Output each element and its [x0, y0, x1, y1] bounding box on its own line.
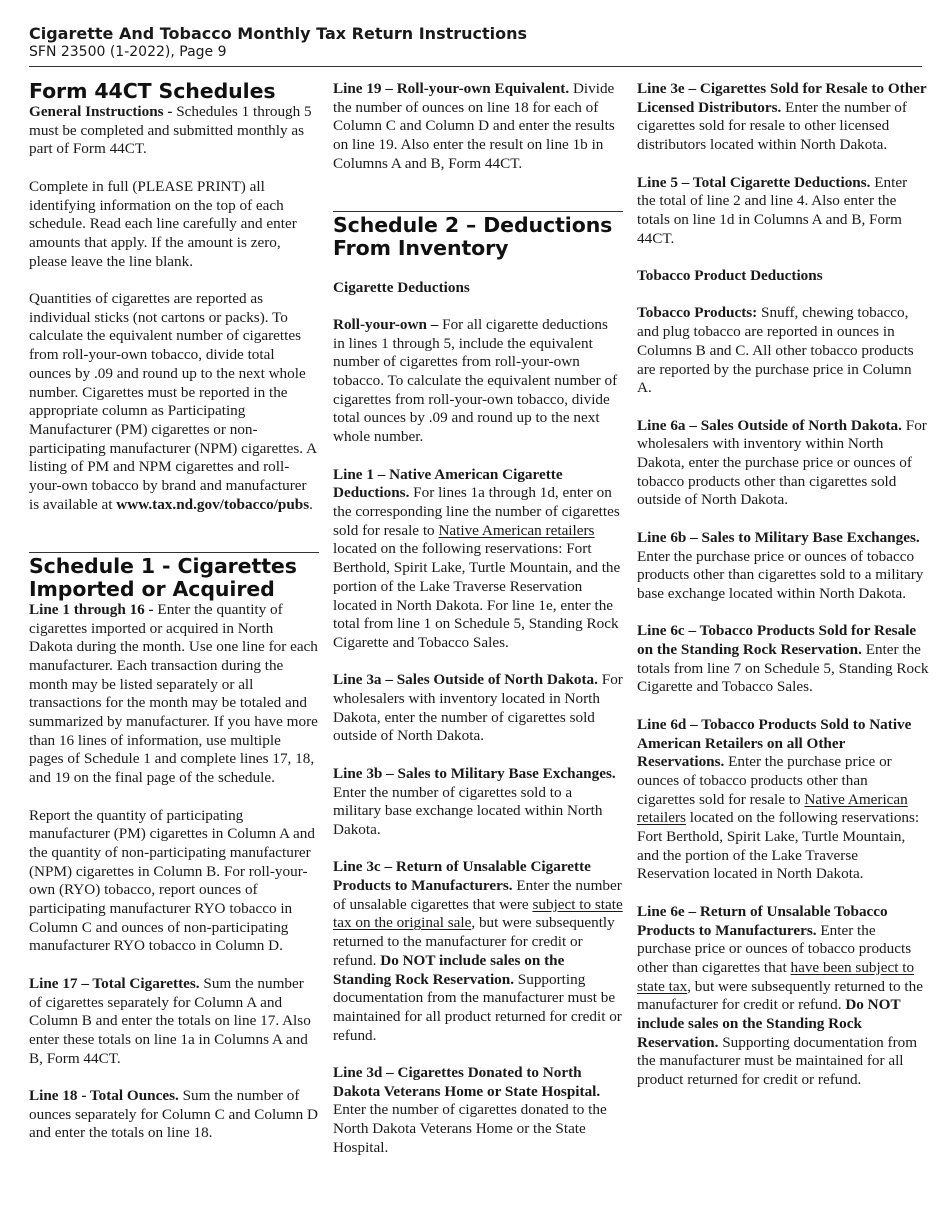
line-6a-paragraph: [637, 417, 929, 511]
document-subtitle: SFN 23500 (1-2022), Page 9: [29, 44, 227, 60]
subject-to-state-tax-term: subject to state tax on the original sale: [333, 895, 623, 932]
line-3c-paragraph: [333, 858, 623, 1045]
quantities-paragraph: [29, 290, 319, 514]
line-3a-text: For wholesalers with inventory located in North Dakota, enter the number of cigarettes sold outside of North Dakota.: [333, 671, 623, 745]
line-6e-lead: Line 6e – Return of Unsalable Tobacco Products to Manufacturers.: [637, 902, 888, 939]
line-6c-lead: Line 6c – Tobacco Products Sold for Resale on the Standing Rock Reservation.: [637, 622, 917, 658]
line-18-paragraph: [29, 1087, 319, 1143]
line-6d-text-b: located on the following reservations: Fort Berthold, Spirit Lake, Turtle Mountain, and the portion of the Lake Traverse Reservation located in North Dakota.: [637, 809, 920, 883]
line-3e-paragraph: [637, 80, 929, 155]
line-5-paragraph: [637, 174, 929, 249]
line-19-text: Divide the number of ounces on line 18 for each of Column C and Column D and enter the results on line 19. Also enter the result on line 1b in Columns A and B, Form 44CT.: [333, 80, 615, 172]
line-3c-text-c: Supporting documentation from the manufacturer must be maintained for all product returned for credit or refund.: [333, 970, 622, 1044]
line-6c-paragraph: [637, 622, 929, 697]
roll-your-own-text: For all cigarette deductions in lines 1 through 5, include the equivalent number of cigarettes from roll-your-own tobacco. To calculate the equivalent number of cigarettes from roll-your-own tobacco, divide total ounces by .09 and round up to the next whole number.: [333, 315, 618, 446]
line-5-text: Enter the total of line 2 and line 4. Also enter the totals on line 1d in Columns A and B, Form 44CT.: [637, 173, 908, 247]
line-6e-text-a: Enter the purchase price or ounces of tobacco products other than cigarettes that: [637, 921, 912, 976]
line-3a-paragraph: [333, 671, 623, 746]
line-3e-lead: Line 3e – Cigarettes Sold for Resale to Other Licensed Distributors.: [637, 80, 927, 116]
line-3d-paragraph: [333, 1064, 623, 1158]
quantities-text: Quantities of cigarettes are reported as individual sticks (not cartons or packs). To calculate the equivalent number of cigarettes from roll-your-own tobacco, divide total ounces by .09 and round up to the next whole number. Cigarettes must be reported in the appropriate column as Participating Manufacturer (PM) cigarettes or non-participating manufacturer (NPM) cigarettes. A listing of PM and NPM cigarettes and roll-your-own tobacco by brand and manufacturer is available at: [29, 290, 317, 513]
tobacco-pubs-url: www.tax.nd.gov/tobacco/pubs: [116, 495, 310, 513]
line-18-lead: Line 18 - Total Ounces.: [29, 1087, 179, 1105]
general-instructions-text: Schedules 1 through 5 must be completed and submitted monthly as part of Form 44CT.: [29, 103, 312, 158]
header-divider: [29, 66, 922, 67]
line-6e-text-b: , but were subsequently returned to the manufacturer for credit or refund.: [637, 977, 923, 1014]
line-6e-text-c: Supporting documentation from the manufacturer must be maintained for all product returned for credit or refund.: [637, 1033, 918, 1089]
line-3d-text: Enter the number of cigarettes donated to the North Dakota Veterans Home or the State Hospital.: [333, 1101, 607, 1156]
line-18-text: Sum the number of ounces separately for Column C and Column D and enter the totals on line 18.: [29, 1087, 318, 1142]
line-1-paragraph: [333, 466, 623, 653]
column-2: [333, 80, 623, 1176]
subject-to-state-tax-term: have been subject to state tax: [637, 958, 915, 995]
line-3b-paragraph: [333, 765, 623, 840]
line-6d-lead: Line 6d – Tobacco Products Sold to Native American Retailers on all Other Reservations.: [637, 715, 912, 771]
line-3e-text: Enter the number of cigarettes sold for resale to other licensed distributors located within North Dakota.: [637, 98, 907, 154]
roll-your-own-paragraph: [333, 316, 623, 447]
native-american-retailers-term: Native American retailers: [438, 521, 595, 539]
line-6b-paragraph: [637, 529, 929, 604]
line-3c-lead: Line 3c – Return of Unsalable Cigarette Products to Manufacturers.: [333, 858, 591, 894]
line-6d-text-a: Enter the purchase price or ounces of tobacco products other than cigarettes sold for resale to: [637, 753, 892, 808]
print-instructions: Complete in full (PLEASE PRINT) all identifying information on the top of each schedule. Read each line carefully and enter amounts that apply. If the amount is zero, please leave the line blank.: [29, 177, 297, 270]
line-1-16-lead: Line 1 through 16 -: [29, 600, 158, 618]
spacer: [333, 192, 623, 211]
general-instructions: [29, 103, 319, 159]
line-17-lead: Line 17 – Total Cigarettes.: [29, 974, 200, 992]
spacer: [29, 533, 319, 552]
line-19-lead: Line 19 – Roll-your-own Equivalent.: [333, 80, 570, 97]
line-6a-lead: Line 6a – Sales Outside of North Dakota.: [637, 416, 902, 434]
tobacco-products-paragraph: [637, 304, 929, 398]
quantities-end: .: [309, 495, 313, 513]
line-3a-lead: Line 3a – Sales Outside of North Dakota.: [333, 671, 598, 689]
line-6a-text: For wholesalers with inventory within North Dakota, enter the purchase price or ounces of tobacco products other than cigarettes sold outside of North Dakota.: [637, 416, 927, 509]
line-1-text-b: located on the following reservations: Fort Berthold, Spirit Lake, Turtle Mountain, and the portion of the Lake Traverse Reservation located in North Dakota. For line 1e, enter the total from line 1 on Schedule 5, Standing Rock Cigarette and Tobacco Sales.: [333, 540, 621, 651]
line-3c-text-b: , but were subsequently returned to the manufacturer for credit or refund.: [333, 914, 615, 969]
line-6d-paragraph: [637, 716, 929, 884]
line-1-16-text: Enter the quantity of cigarettes imported or acquired in North Dakota during the month. Use one line for each manufacturer. Each transaction during the month may be listed separately or all transactions for the month may be totaled and summarized by manufacturer. If you have more than 16 lines of information, use multiple pages of Schedule 1 and complete lines 17, 18, and 19 on the final page of the schedule.: [29, 600, 318, 787]
schedule-2-heading: Schedule 2 – Deductions From Inventory: [333, 211, 623, 260]
line-3c-text-a: Enter the number of unsalable cigarettes that were: [333, 877, 622, 913]
page-header: [29, 24, 924, 61]
column-1: [29, 80, 319, 1162]
line-1-text-a: For lines 1a through 1d, enter on the corresponding line the number of cigarettes sold for resale to: [333, 484, 620, 539]
native-american-retailers-term: Native American retailers: [637, 790, 908, 827]
line-6b-lead: Line 6b – Sales to Military Base Exchanges.: [637, 528, 920, 546]
line-3b-lead: Line 3b – Sales to Military Base Exchanges.: [333, 764, 616, 782]
line-17-text: Sum the number of cigarettes separately for Column A and Column B and enter the totals on line 17. Also enter these totals on line 1a in Columns A and B, Form 44CT.: [29, 974, 311, 1067]
line-6e-paragraph: [637, 903, 929, 1090]
line-3d-lead: Line 3d – Cigarettes Donated to North Dakota Veterans Home or State Hospital.: [333, 1064, 601, 1100]
column-3: [637, 80, 929, 1109]
line-1-16-paragraph: [29, 601, 319, 788]
tobacco-products-lead: Tobacco Products:: [637, 304, 758, 322]
schedule-1-heading: Schedule 1 - Cigarettes Imported or Acquired: [29, 552, 319, 601]
line-1-lead: Line 1 – Native American Cigarette Deductions.: [333, 465, 563, 502]
line-6b-text: Enter the purchase price or ounces of tobacco products other than cigarettes sold to a military base exchange located within North Dakota.: [637, 547, 924, 602]
tobacco-deductions-subheading: [637, 267, 929, 286]
line-6e-warning: Do NOT include sales on the Standing Rock Reservation.: [637, 996, 901, 1051]
tobacco-deductions-label: Tobacco Product Deductions: [637, 267, 823, 284]
line-19-paragraph: [333, 80, 623, 174]
form-44ct-schedules-heading: Form 44CT Schedules: [29, 79, 276, 103]
cigarette-deductions-subheading: [333, 279, 623, 298]
line-17-paragraph: [29, 975, 319, 1069]
tobacco-products-text: Snuff, chewing tobacco, and plug tobacco are reported in ounces in Columns B and C. All other tobacco products are reported by the purchase price in Column A.: [637, 304, 914, 397]
report-paragraph: Report the quantity of participating manufacturer (PM) cigarettes in Column A and the quantity of non-participating manufacturer (NPM) cigarettes in Column B. For roll-your-own (RYO) tobacco, report ounces of participating manufacturer RYO tobacco in Column C and ounces of non-participating manufacturer RYO tobacco in Column D.: [29, 806, 315, 955]
line-3b-text: Enter the number of cigarettes sold to a military base exchange located within North Dakota.: [333, 783, 603, 838]
spacer: [333, 260, 623, 279]
document-title: Cigarette And Tobacco Monthly Tax Return Instructions: [29, 24, 528, 43]
line-3c-warning: Do NOT include sales on the Standing Rock Reservation.: [333, 951, 565, 988]
general-instructions-lead: General Instructions -: [29, 103, 177, 120]
line-5-lead: Line 5 – Total Cigarette Deductions.: [637, 173, 871, 191]
line-6c-text: Enter the totals from line 7 on Schedule 5, Standing Rock Cigarette and Tobacco Sales.: [637, 641, 929, 696]
roll-your-own-lead: Roll-your-own –: [333, 315, 439, 333]
cigarette-deductions-label: Cigarette Deductions: [333, 278, 470, 296]
